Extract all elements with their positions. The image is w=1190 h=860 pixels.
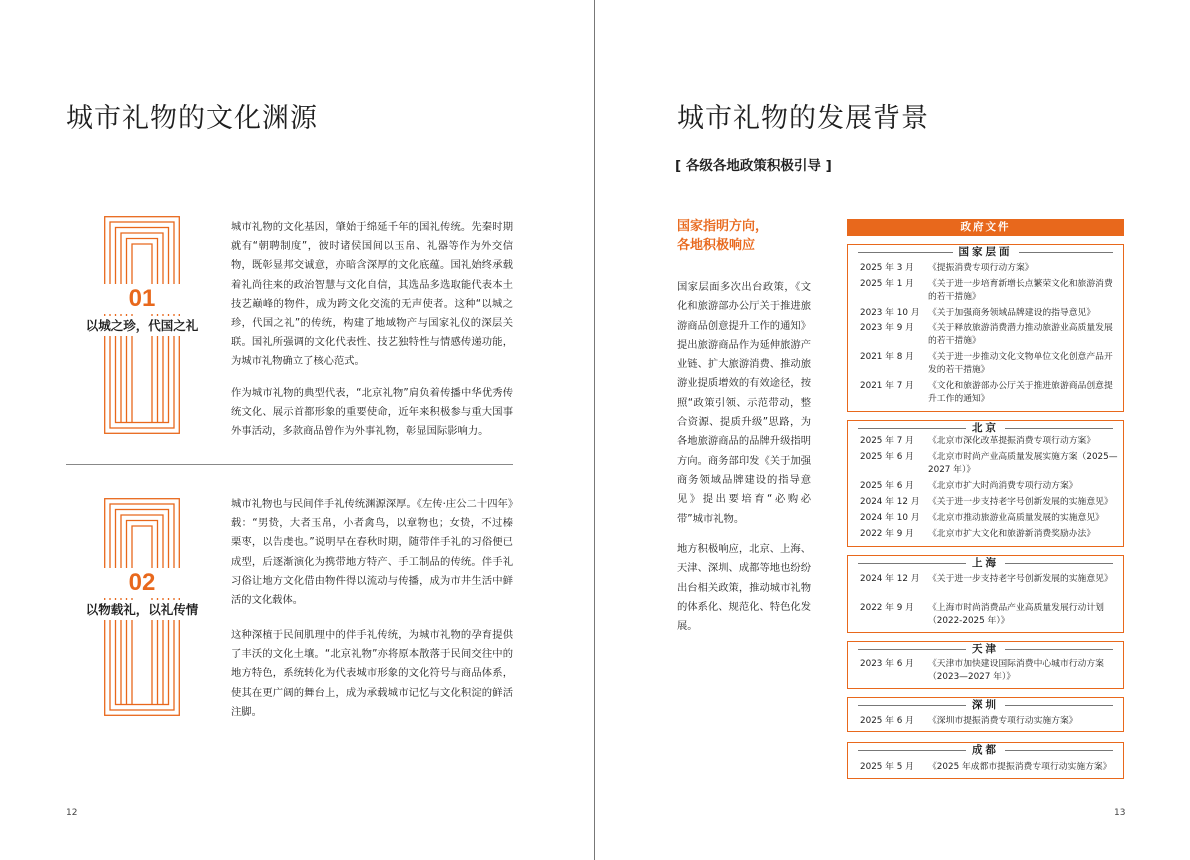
- highlight-line-1: 国家指明方向，: [677, 219, 769, 234]
- right-paragraph-1: 国家层面多次出台政策，《文化和旅游部办公厅关于推进旅游商品创意提升工作的通知》提出旅游商品作为延伸旅游产业链、扩大旅游消费、推动旅游业提质增效的有效途径，按照“政策引领、示范带动，整合资源、提质升级”思路，为各地旅游商品的品牌升级指明方向。商务部印发《关于加强商务领域品牌建设的指导意见》提出要培育“必购必带”城市礼物。: [677, 281, 811, 525]
- right-page-number: 13: [1114, 808, 1126, 818]
- section-02-paragraph-1: 城市礼物也与民间伴手礼传统渊源深厚。《左传·庄公二十四年》载：“男贽，大者玉帛，小者禽鸟，以章物也；女贽，不过榛栗枣，以告虔也。”说明早在春秋时期，随带伴手礼的习俗便已成型，后逐渐演化为携带地方特产、手工制品的传统。伴手礼习俗让地方文化借由物件得以流动与传播，成为市井生活中鲜活的文化载体。: [231, 498, 513, 607]
- section-01-paragraph-1: 城市礼物的文化基因，肇始于绵延千年的国礼传统。先秦时期就有“朝聘制度”，彼时诸侯国间以玉帛、礼器等作为外交信物，既彰显邦交诚意，亦暗含深厚的文化底蕴。国礼始终承载着礼尚往来的政治智慧与文化自信，其选品多选取能代表本土技艺巅峰的物件，成为跨文化交流的无声使者。这种“以城之珍，代国之礼”的传统，构建了地域物产与国家礼仪的深层关联。国礼所强调的文化代表性、技艺独特性与情感传递功能，为城市礼物确立了核心范式。: [231, 221, 513, 368]
- right-page-subtitle: [ 各级各地政策积极引导 ]: [675, 158, 832, 174]
- gov-group-tianjin: 天津 2023 年 6 月 《天津市加快建设国际消费中心城市行动方案（2023—2027 年）》: [847, 641, 1124, 689]
- gov-docs-header: 政府文件: [847, 219, 1124, 236]
- section-divider: [66, 464, 513, 465]
- gov-group-title: 国家层面: [953, 246, 1019, 258]
- gov-group-beijing: 北京 2025 年 7 月 《北京市深化改革提振消费专项行动方案》 2025 年 6 月 《北京市时尚产业高质量发展实施方案（2025—2027 年）》 2025 年 6 月 《北京市扩大时尚消费专项行动方案》 2024 年 12 月 《关于进一步支持老字号创新发展的实施意见》 2024 年 10 月 《北京市推动旅游业高质量发展的实施意见》 2022 年 9 月 《北京市扩大文化和旅游新消费奖励办法》: [847, 420, 1124, 547]
- book-spine: [594, 0, 595, 860]
- gov-group-shenzhen: 深圳 2025 年 6 月 《深圳市提振消费专项行动实施方案》: [847, 697, 1124, 732]
- section-02-paragraph-2: 这种深植于民间肌理中的伴手礼传统，为城市礼物的孕育提供了丰沃的文化土壤。“北京礼物”亦将原本散落于民间交往中的地方特色，系统转化为代表城市形象的文化符号与商品体系，使其在更广阔的舞台上，成为承载城市记忆与文化积淀的鲜活注脚。: [231, 629, 513, 718]
- right-paragraph-2: 地方积极响应，北京、上海、天津、深圳、成都等地也纷纷出台相关政策，推动城市礼物的体系化、规范化、特色化发展。: [677, 543, 811, 633]
- gov-group-title: 上海: [966, 557, 1005, 569]
- highlight-heading: [677, 217, 768, 255]
- gov-group-shanghai: 上海 2024 年 12 月 《关于进一步支持老字号创新发展的实施意见》 2022 年 9 月 《上海市时尚消费品产业高质量发展行动计划（2022-2025 年）》: [847, 555, 1124, 633]
- gov-group-title: 北京: [966, 422, 1005, 434]
- gov-group-chengdu: 成都 2025 年 5 月 《2025 年成都市提振消费专项行动实施方案》: [847, 742, 1124, 779]
- section-label-01: 以城之珍，代国之礼: [80, 316, 204, 336]
- left-page-title: 城市礼物的文化渊源: [66, 103, 318, 134]
- highlight-line-2: 各地积极响应: [677, 238, 756, 253]
- section-label-02: 以物载礼，以礼传情: [80, 600, 204, 620]
- section-02-frame: [85, 498, 199, 716]
- gov-group-title: 天津: [966, 643, 1005, 655]
- section-number-02: 02: [104, 568, 180, 598]
- gov-group-national: 国家层面 2025 年 3 月 《提振消费专项行动方案》 2025 年 1 月 《关于进一步培育新增长点繁荣文化和旅游消费的若干措施》 2023 年 10 月 《关于加强商务领域品牌建设的指导意见》 2023 年 9 月 《关于释放旅游消费潜力推动旅游业高质量发展的若干措施》 2021 年 8 月 《关于进一步推动文化文物单位文化创意产品开发的若干措施》 2021 年 7 月 《文化和旅游部办公厅关于推进旅游商品创意提升工作的通知》: [847, 244, 1124, 412]
- left-page-number: 12: [66, 808, 78, 818]
- section-number-01: 01: [104, 284, 180, 314]
- gov-group-title: 深圳: [966, 699, 1005, 711]
- section-01-paragraph-2: 作为城市礼物的典型代表，“北京礼物”肩负着传播中华优秀传统文化、展示首都形象的重要使命，近年来积极参与重大国事外事活动，多款商品曾作为外事礼物，彰显国际影响力。: [231, 387, 513, 438]
- right-page-title: 城市礼物的发展背景: [677, 103, 929, 134]
- section-01-frame: [85, 216, 199, 434]
- gov-group-title: 成都: [966, 744, 1005, 756]
